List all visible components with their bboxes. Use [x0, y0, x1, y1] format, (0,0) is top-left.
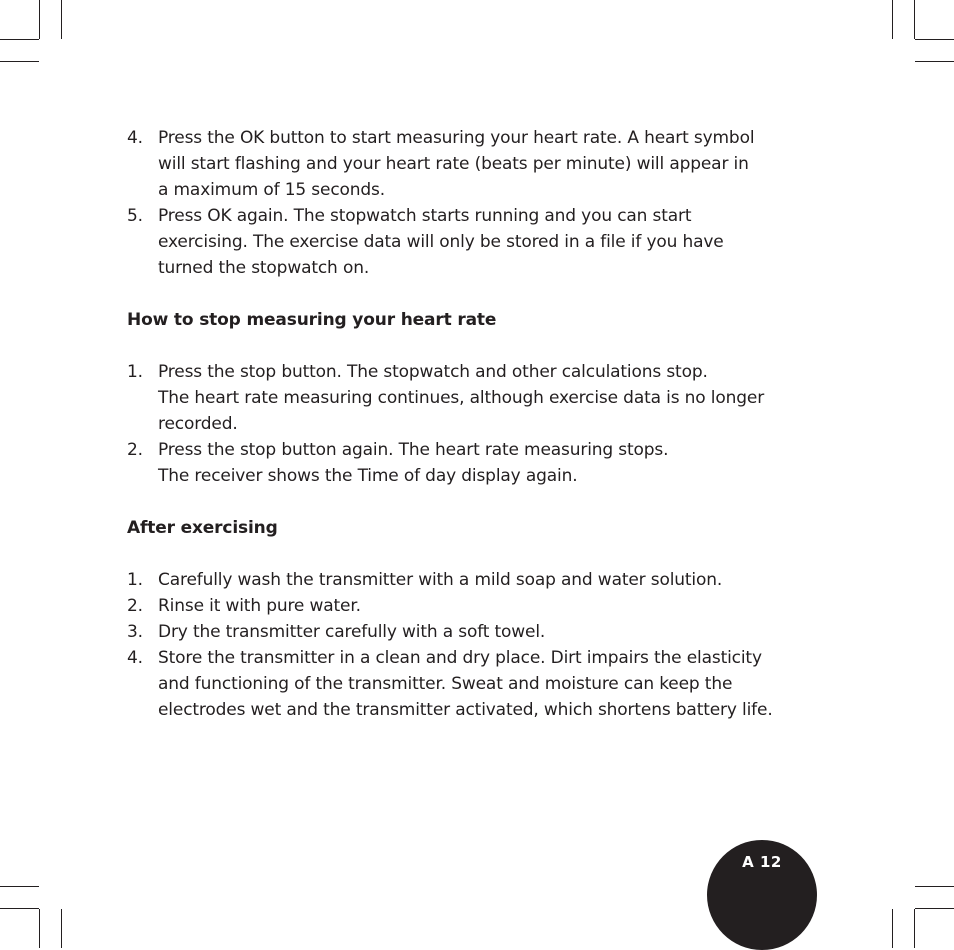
crop-mark [915, 39, 954, 40]
intro-steps-list [127, 125, 817, 281]
crop-mark [892, 909, 893, 948]
step-number: 4. [127, 648, 143, 668]
crop-mark [0, 61, 39, 62]
list-item [127, 593, 817, 619]
step-text: Carefully wash the transmitter with a mild soap and water solution. [158, 570, 723, 590]
list-item [127, 125, 817, 203]
crop-mark [915, 886, 954, 887]
step-text: Press the stop button. The stopwatch and other calculations stop. [158, 362, 708, 382]
crop-mark [0, 39, 39, 40]
section-heading-stop: How to stop measuring your heart rate [127, 310, 497, 330]
step-number: 5. [127, 206, 143, 226]
step-text: Press OK again. The stopwatch starts running and you can start [158, 206, 692, 226]
crop-mark [915, 908, 954, 909]
step-text: electrodes wet and the transmitter activated, which shortens battery life. [158, 700, 773, 720]
crop-mark [0, 908, 39, 909]
step-number: 1. [127, 570, 143, 590]
step-text: The heart rate measuring continues, although exercise data is no longer [158, 388, 765, 408]
step-text: Press the stop button again. The heart rate measuring stops. [158, 440, 669, 460]
crop-mark [39, 0, 40, 39]
step-text: recorded. [158, 414, 238, 434]
step-number: 3. [127, 622, 143, 642]
list-item [127, 437, 817, 489]
step-text: exercising. The exercise data will only be stored in a file if you have [158, 232, 724, 252]
stop-steps-list [127, 359, 817, 489]
page-number: A 12 [742, 853, 782, 871]
list-item [127, 645, 817, 723]
section-heading-after: After exercising [127, 518, 278, 538]
crop-mark [915, 61, 954, 62]
step-text: turned the stopwatch on. [158, 258, 370, 278]
crop-mark [0, 886, 39, 887]
crop-mark [914, 0, 915, 39]
step-number: 2. [127, 440, 143, 460]
step-number: 2. [127, 596, 143, 616]
crop-mark [61, 909, 62, 948]
list-item [127, 203, 817, 281]
after-steps-list [127, 567, 817, 723]
page-number-badge [707, 840, 817, 950]
step-text: Press the OK button to start measuring your heart rate. A heart symbol [158, 128, 755, 148]
step-number: 1. [127, 362, 143, 382]
step-text: will start flashing and your heart rate (beats per minute) will appear in [158, 154, 749, 174]
step-number: 4. [127, 128, 143, 148]
list-item [127, 619, 817, 645]
crop-mark [892, 0, 893, 39]
crop-mark [39, 909, 40, 948]
step-text: Store the transmitter in a clean and dry place. Dirt impairs the elasticity [158, 648, 762, 668]
step-text: Dry the transmitter carefully with a soft towel. [158, 622, 546, 642]
step-text: Rinse it with pure water. [158, 596, 361, 616]
page-content [127, 125, 817, 723]
list-item [127, 359, 817, 437]
list-item [127, 567, 817, 593]
step-text: and functioning of the transmitter. Sweat and moisture can keep the [158, 674, 733, 694]
step-text: The receiver shows the Time of day display again. [158, 466, 578, 486]
step-text: a maximum of 15 seconds. [158, 180, 385, 200]
crop-mark [61, 0, 62, 39]
crop-mark [914, 909, 915, 948]
